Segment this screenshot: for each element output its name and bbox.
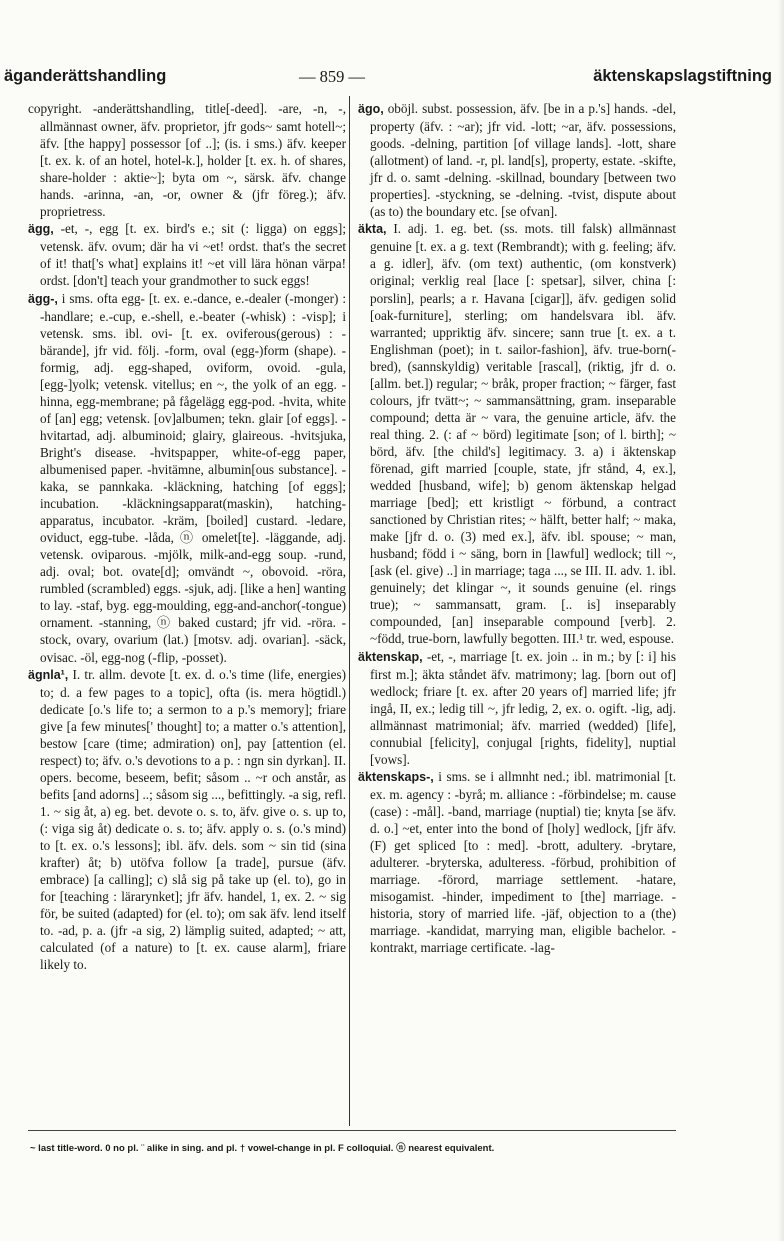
header-left-guideword: äganderättshandling (4, 67, 167, 85)
entry-ago (358, 100, 676, 220)
page-header (4, 67, 772, 91)
entry-text: -et, -, egg [t. ex. bird's e.; sit (: ligga) on eggs]; vetensk. äfv. ovum; där ha vi ~et! ordst. that's the secret of it! that['s what] explains it! ~et vill lära hönan värpa! ordst. [don't] teach your grandmother to suck eggs! (40, 221, 346, 289)
left-column (28, 100, 346, 1125)
entry-anderattshandling (28, 100, 346, 220)
entry-headword: ägo, (358, 102, 384, 116)
footer-rule (28, 1130, 676, 1131)
entry-text: copyright. -anderättshandling, title[-deed]. -are, -n, -, allmännast owner, äfv. proprietor, jfr gods~ samt hotell~; äfv. [the happy] possessor [of ..]; (is. i sms.) äfv. keeper [t. ex. k. of an hotel, hotel-k.], holder [t. ex. h. of shares, share-holder : aktie~]; byta om ~, särsk. äfv. change hands. -arinna, -an, -or, owner & (jfr föreg.); äfv. proprietress. (28, 101, 346, 220)
scan-edge-shadow (778, 0, 784, 1241)
entry-text: -et, -, marriage [t. ex. join .. in m.; by [: i] his first m.]; äkta ståndet äfv. matrimony; lag. [born out of] wedlock; friare [t. ex. after 20 years of] married life; jfr ingå, II, ex.; ledig till ~, jfr ledig, 2, ex. o. ogift. -lig, adj. allmännast matrimonial; äfv. married (wedded) [life], connubial [felicity], conjugal [rights, fidelity], nuptial [vows]. (370, 648, 676, 767)
entry-headword: ägg-, (28, 291, 58, 306)
entry-akta (358, 220, 676, 647)
header-right-guideword: äktenskapslagstiftning (593, 67, 772, 85)
entry-agna (28, 666, 346, 974)
entry-headword: äkta, (358, 222, 387, 237)
entry-headword: äktenskap, (358, 649, 423, 664)
entry-text: i sms. ofta egg- [t. ex. e.-dance, e.-dealer (-monger) : -handlare; e.-cup, e.-shell, e.-beater (-whisk) : -visp]; i vetensk. sms. ibl. ovi- [t. ex. oviferous(gerous) : -bärande], jfr vid. följ. -form, oval (egg-)form (shape). -formig, adj. egg-shaped, oviform, ovoid. -gula, [egg-]yolk; vetensk. vitellus; en ~, the yolk of an egg. -hinna, egg-membrane; på fågelägg egg-pod. -hvita, white of [an] egg; vetensk. [ov]albumen; tekn. glair [of eggs]. -hvitartad, adj. albuminoid; glairy, glaireous. -hvitsjuka, Bright's disease. -hvitspapper, white-of-egg paper, albumenised paper. -hvitämne, albumin[ous substance]. -kaka, se pannkaka. -kläckning, hatching [of eggs]; incubation. -kläckningsapparat(maskin), hatching-apparatus, incubator. -kräm, [boiled] custard. -ledare, oviduct, egg-tube. -låda, ⓝ omelet[te]. -läggande, adj. vetensk. oviparous. -mjölk, milk-and-egg soup. -rund, adj. oval; bot. ovate[d]; omvändt ~, obovoid. -röra, rumbled (scrambled) eggs. -sjuk, adj. [like a hen] wanting to lay. -staf, byg. egg-moulding, egg-and-anchor(-tongue) ornament. -stanning, ⓝ baked custard; jfr vid. -röra. -stock, ovary, ovarium (lat.) [motsv. adj. ovarian]. -säck, ovisac. -öl, egg-nog (-flip, -posset). (40, 290, 346, 665)
page-number: — 859 — (299, 67, 365, 86)
entry-headword: ägg, (28, 222, 54, 237)
abbreviation-key-footer: ~ last title-word. 0 no pl. ¨ alike in sing. and pl. † vowel-change in pl. F colloquial. ⓝ nearest equivalent. (30, 1143, 495, 1154)
entry-text: oböjl. subst. possession, äfv. [be in a p.'s] hands. -del, property (äfv. : ~ar); jfr vid. -lott; ~ar, äfv. possessions, goods. -delning, partition [of village lands]. -lott, share (allotment) of land. -r, pl. land[s], property, estate. -skifte, jfr d. o. samt -delning. -skillnad, boundary [between two properties]. -styckning, se -delning. -tvist, dispute about (as to) the boundary etc. [se ofvan]. (370, 101, 676, 220)
entry-text: I. tr. allm. devote [t. ex. d. o.'s time (life, energies) to; d. a few pages to a topic], ofta (is. mera högtidl.) dedicate [o.'s life to; a sermon to a p.'s memory]; friare give [a few minutes[' thought] to; a matter o.'s attention], bestow [care (time; admiration) on], pay [attention (el. respect) to; äfv. o.'s devotions to a p. : ngn sin dyrkan]. II. opers. become, beseem, befit; såsom .. ~r och anstår, as befits [and adorns] ..; såsom sig ..., befittingly. -a sig, refl. 1. ~ sig åt, a) eg. bet. devote o. s. to, äfv. give o. s. up to, (: viga sig åt) dedicate o. s. to; äfv. apply o. s. (o.'s mind) to [t. ex. o.'s lessons]; ibl. äfv. dels. som ~ sin tid (sina krafter) åt; b) utöfva follow [a trade], pursue (äfv. embrace) [a calling]; c) slå sig på take up (el. to), go in for [teaching : lärarynket]; jfr äfv. handel, 1, ex. 2. ~ sig för, be suited (adapted) for (el. to); om sak äfv. lend itself to. -ad, p. a. (jfr -a sig, 2) lämplig suited, adapted; ~ att, calculated (of a nature) to [t. ex. cause alarm], friare likely to. (40, 666, 346, 973)
right-column (358, 100, 676, 1125)
entry-aktenskap (358, 648, 676, 768)
entry-text: i sms. se i allmnht ned.; ibl. matrimonial [t. ex. m. agency : -byrå; m. alliance : -förbindelse; m. cause (case) : -mål]. -band, marriage (nuptial) tie; knyta [se äfv. d. o.] ~et, enter into the bond of [holy] wedlock, [jfr äfv. (F) get spliced [to : med]. -brott, adultery. -brytare, adulterer. -bryterska, adulteress. -förbud, prohibition of marriage. -förord, marriage settlement. -hatare, misogamist. -hinder, impediment to [the] marriage. -historia, story of married life. -jäf, objection to a (the) marriage. -kandidat, marrying man, eligible bachelor. -kontrakt, marriage certificate. -lag- (370, 768, 676, 956)
entry-aktenskaps-compounds (358, 768, 676, 957)
entry-agg (28, 220, 346, 289)
column-divider (349, 96, 350, 1126)
entry-headword: äktenskaps-, (358, 769, 434, 784)
entry-text: I. adj. 1. eg. bet. (ss. mots. till falsk) allmännast genuine [t. ex. a g. text (Rembrandt); with g. feeling; äfv. a g. idler], äfv. (om text) authentic, (om konstverk) original; verklig real [lace [: spetsar], silver, china [: porslin], pearls; a r. Havana [cigar]], äfv. gedigen solid [oak-furniture], sterling; om handelsvara ibl. äfv. warranted; uppriktig äfv. sincere; sann true [t. ex. a t. Englishman (poet); in t. sailor-fashion], äfv. true-born(-bred), (sannskyldig) veritable [rascal], (riktig, jfr d. o. [allm. bet.]) regular; ~ bråk, proper fraction; ~ färger, fast colours, jfr tvätt~; ~ sammansättning, gram. inseparable compound; detta är ~ vara, the genuine article, äfv. the real thing. 2. (: af ~ börd) legitimate [son; of l. birth]; ~ börd, äfv. [the child's] legitimacy. 3. a) i äktenskap förenad, gift married [couple, state, jfr stånd, 4, ex.], wedded [husband, wife]; b) genom äktenskap helgad marriage [bed]; ett kristligt ~ förbund, a contract sanctioned by Christian rites; ~ hälft, better half; ~ maka, make [jfr d. o. (3) med ex.], äfv. ibl. spouse; ~ man, husband; född i ~ säng, born in [lawful] wedlock; till ~, [ask (el. give) ..] in marriage; taga ..., se III. II. adv. 1. ibl. genuinely; det klingar ~, it sounds genuine (el. rings true); ~ sammansatt, gram. [.. is] inseparably compounded, [an] inseparable compound [verb]. 2. ~född, true-born, lawfully begotten. III.¹ tr. wed, espouse. (370, 221, 676, 647)
entry-agg-compounds (28, 290, 346, 666)
entry-headword: ägnla¹, (28, 667, 69, 682)
